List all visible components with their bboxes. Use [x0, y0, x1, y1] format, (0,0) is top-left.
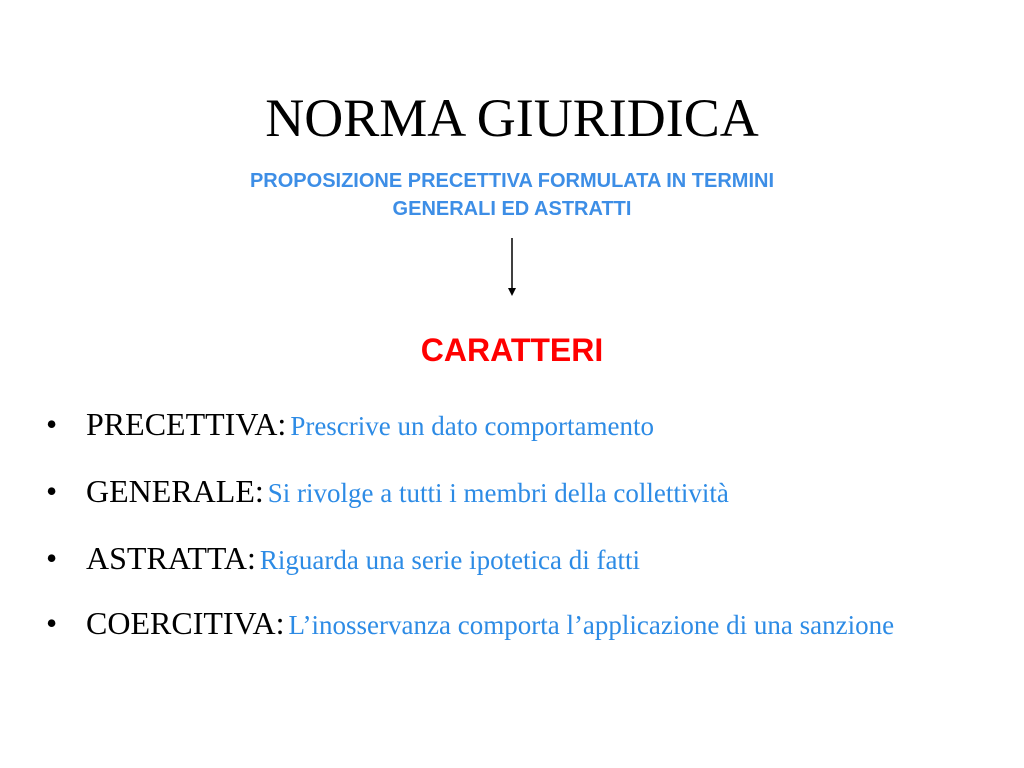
term-label: ASTRATTA:: [86, 540, 256, 576]
subtitle-line-2: GENERALI ED ASTRATTI: [392, 198, 632, 220]
bullet-icon: •: [46, 406, 58, 442]
section-heading: CARATTERI: [420, 332, 604, 368]
term-description: Riguarda una serie ipotetica di fatti: [259, 545, 640, 575]
term-description: L’inosservanza comporta l’applicazione di una sanzione: [288, 610, 895, 640]
definition-subtitle: [112, 167, 912, 223]
term-description: Si rivolge a tutti i membri della collettività: [267, 478, 729, 508]
characteristics-list: [46, 402, 966, 666]
bullet-icon: •: [46, 540, 58, 576]
bullet-icon: •: [46, 473, 58, 509]
term-label: GENERALE:: [86, 473, 264, 509]
list-item: [46, 536, 966, 587]
term-label: PRECETTIVA:: [86, 406, 287, 442]
slide-title: NORMA GIURIDICA: [265, 88, 759, 148]
list-item: [46, 469, 966, 520]
bullet-icon: •: [46, 605, 58, 641]
list-item: [46, 603, 966, 650]
term-description: Prescrive un dato comportamento: [290, 411, 654, 441]
term-label: COERCITIVA:: [86, 605, 285, 641]
subtitle-line-1: PROPOSIZIONE PRECETTIVA FORMULATA IN TERMINI: [249, 170, 775, 192]
list-item: [46, 402, 966, 453]
arrow-down-icon: [502, 238, 522, 298]
